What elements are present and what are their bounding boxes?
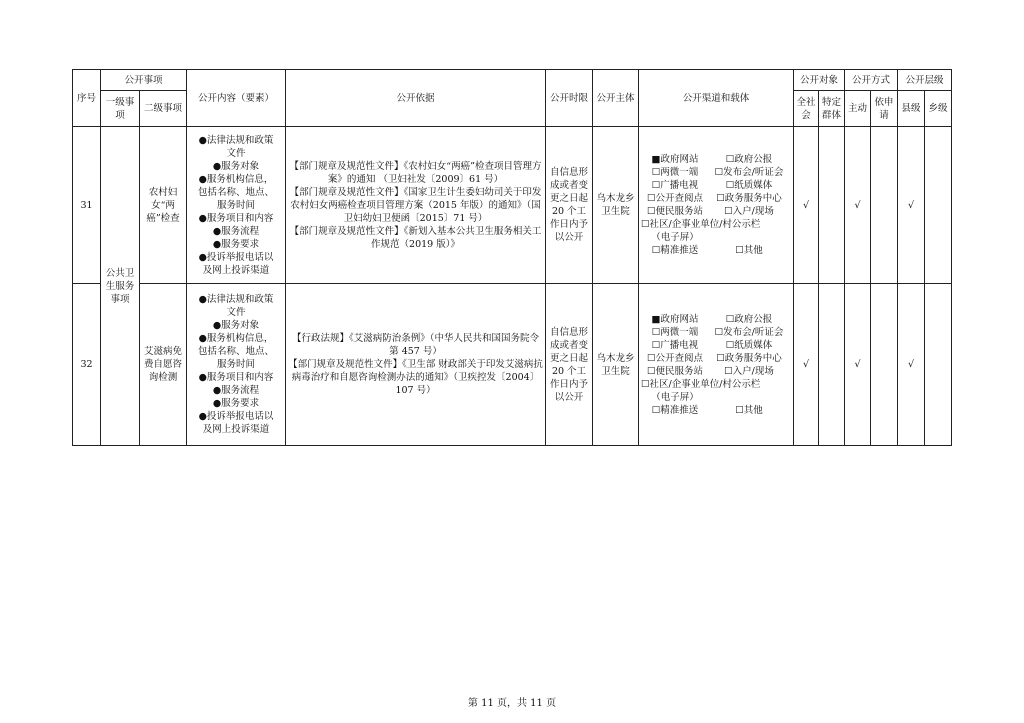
header-m-active: 主动 (845, 91, 871, 127)
channels (639, 127, 794, 284)
channel-service-station: ☐便民服务站 (647, 365, 704, 377)
content-list: ●法律法规和政策 文件 ●服务对象 ●服务机构信息， 包括名称、地点、 服务时间 ●服务项目和内容 ●服务流程 ●服务要求 ●投诉举报电话以 及网上投诉渠道 (187, 284, 286, 446)
header-t-county: 县级 (898, 91, 925, 127)
channel-gov-gazette: ☐政府公报 (725, 313, 773, 325)
time-limit: 自信息形成或者变更之日起 20 个工作日内予以公开 (546, 284, 593, 446)
header-basis: 公开依据 (286, 70, 546, 127)
table-row-31 (73, 127, 952, 284)
channel-broadcast: ☐广播电视 (651, 180, 699, 191)
check-m-active: √ (845, 127, 871, 284)
channel-wechat-weibo: ☐两微一端 (651, 167, 699, 178)
header-aud-all: 全社会 (794, 91, 819, 127)
header-audience: 公开对象 (794, 70, 845, 91)
channel-service-center: ☐政务服务中心 (716, 352, 782, 364)
header-level1: 一级事项 (101, 91, 140, 127)
channel-print-media: ☐纸质媒体 (725, 339, 773, 351)
check-aud-all: √ (794, 127, 819, 284)
check-t-town (925, 127, 952, 284)
channel-other: ☐其他 (735, 245, 763, 256)
check-t-town (925, 284, 952, 446)
channel-press-conference: ☐发布会/听证会 (714, 326, 784, 338)
channel-bulletin: ☐社区/企事业单位/村公示栏 (641, 378, 761, 390)
check-aud-specific (819, 127, 845, 284)
channel-broadcast: ☐广播电视 (651, 339, 699, 351)
channel-service-center: ☐政务服务中心 (716, 193, 782, 204)
channel-onsite: ☐入户/现场 (724, 206, 774, 217)
channel-gov-website: ■政府网站 (651, 313, 699, 325)
level2-item: 农村妇女“两癌”检查 (140, 127, 187, 284)
check-t-county: √ (898, 127, 925, 284)
header-m-request: 依申请 (871, 91, 898, 127)
header-seq: 序号 (73, 70, 101, 127)
row-seq: 31 (73, 127, 101, 284)
table-row-32 (73, 284, 952, 446)
page-footer: 第 11 页，共 11 页 (467, 698, 557, 709)
channel-gov-website: ■政府网站 (651, 154, 699, 165)
basis-text: 【部门规章及规范性文件】《农村妇女“两癌”检查项目管理方案》的通知 （卫妇社发〔2009〕61 号） 【部门规章及规范性文件】《国家卫生计生委妇幼司关于印发农村妇女两癌检查项目管理方案（2015 年版）的通知》（国卫妇幼妇卫便函〔2015〕71 号） 【部门规章及规范性文件】《新划入基本公共卫生服务相关工作规范（2019 版）》 (286, 127, 546, 284)
channel-service-station: ☐便民服务站 (647, 206, 704, 217)
check-m-active: √ (845, 284, 871, 446)
header-aud-specific: 特定群体 (819, 91, 845, 127)
basis-text: 【行政法规】《艾滋病防治条例》（中华人民共和国国务院令第 457 号） 【部门规章及规范性文件】《卫生部 财政部关于印发艾滋病抗病毒治疗和自愿咨询检测办法的通知》（卫疾控发〔2004〕107 号） (286, 284, 546, 446)
content-list: ●法律法规和政策 文件 ●服务对象 ●服务机构信息， 包括名称、地点、 服务时间 ●服务项目和内容 ●服务流程 ●服务要求 ●投诉举报电话以 及网上投诉渠道 (187, 127, 286, 284)
check-m-request (871, 127, 898, 284)
row-seq: 32 (73, 284, 101, 446)
disclosure-table (72, 69, 952, 446)
subject: 乌木龙乡卫生院 (593, 127, 639, 284)
channel-push: ☐精准推送 (651, 404, 699, 416)
header-time: 公开时限 (546, 70, 593, 127)
level1-item: 公共卫生服务事项 (101, 127, 140, 446)
header-method: 公开方式 (845, 70, 898, 91)
header-level2: 二级事项 (140, 91, 187, 127)
header-subject: 公开主体 (593, 70, 639, 127)
channels (639, 284, 794, 446)
check-t-county: √ (898, 284, 925, 446)
channel-screen: （电子屏） (651, 232, 699, 243)
check-m-request (871, 284, 898, 446)
channel-gov-gazette: ☐政府公报 (725, 154, 773, 165)
level2-item: 艾滋病免费自愿咨询检测 (140, 284, 187, 446)
header-content: 公开内容（要素） (187, 70, 286, 127)
channel-bulletin: ☐社区/企事业单位/村公示栏 (641, 219, 761, 230)
channel-print-media: ☐纸质媒体 (725, 180, 773, 191)
check-aud-specific (819, 284, 845, 446)
channel-onsite: ☐入户/现场 (724, 365, 774, 377)
header-t-town: 乡级 (925, 91, 952, 127)
channel-reading-point: ☐公开查阅点 (647, 193, 704, 204)
subject: 乌木龙乡卫生院 (593, 284, 639, 446)
time-limit: 自信息形成或者变更之日起 20 个工作日内予以公开 (546, 127, 593, 284)
header-tier: 公开层级 (898, 70, 952, 91)
header-item: 公开事项 (101, 70, 187, 91)
check-aud-all: √ (794, 284, 819, 446)
header-row-1 (73, 70, 952, 91)
channel-other: ☐其他 (735, 404, 763, 416)
channel-press-conference: ☐发布会/听证会 (714, 167, 784, 178)
channel-push: ☐精准推送 (651, 245, 699, 256)
channel-screen: （电子屏） (651, 391, 699, 403)
channel-wechat-weibo: ☐两微一端 (651, 326, 699, 338)
header-channels: 公开渠道和载体 (639, 70, 794, 127)
channel-reading-point: ☐公开查阅点 (647, 352, 704, 364)
